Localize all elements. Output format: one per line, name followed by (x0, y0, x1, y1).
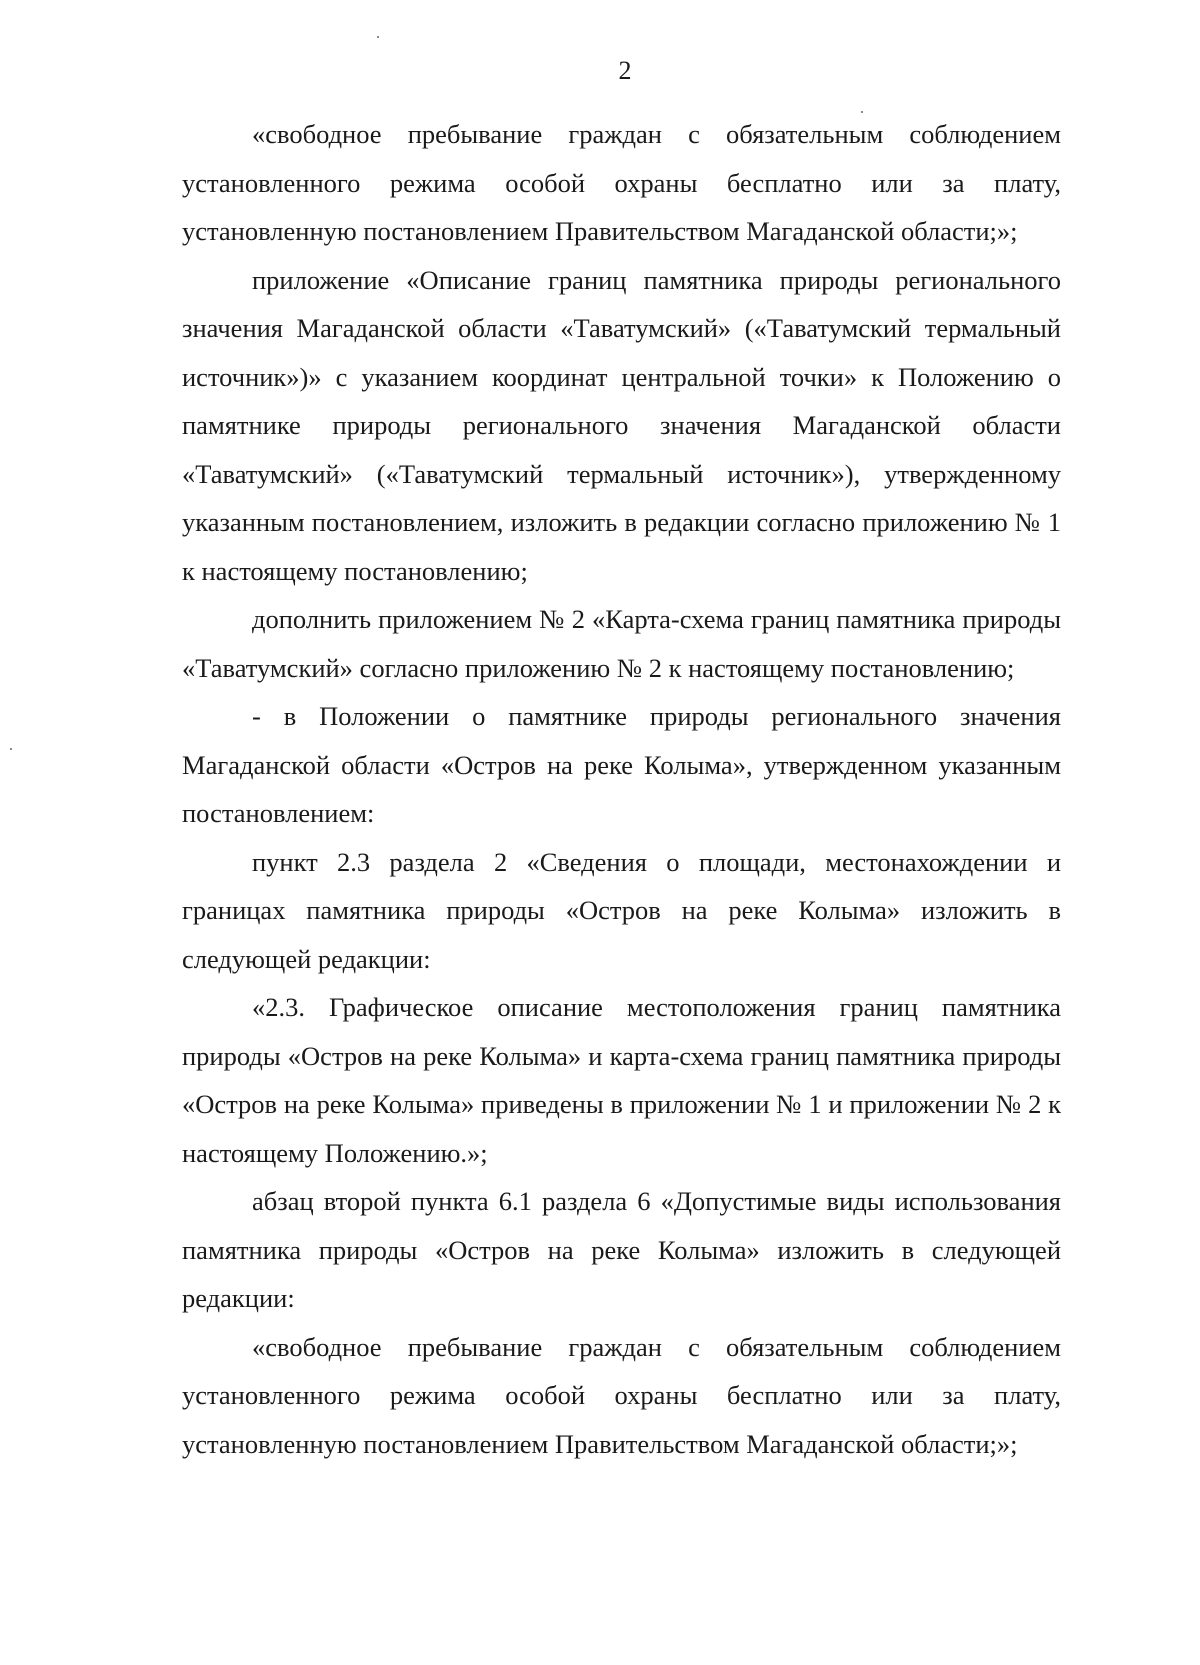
page-number: 2 (618, 56, 632, 85)
scan-speck (377, 36, 379, 38)
document-body (182, 110, 1061, 1468)
paragraph: - в Положении о памятнике природы регионального значения Магаданской области «Остров на реке Колыма», утвержденном указанным постановлением: (182, 701, 1061, 828)
paragraph: абзац второй пункта 6.1 раздела 6 «Допустимые виды использования памятника природы «Остров на реке Колыма» изложить в следующей редакции: (182, 1186, 1061, 1313)
paragraph: приложение «Описание границ памятника природы регионального значения Магаданской области «Таватумский» («Таватумский термальный источник»)» с указанием координат центральной точки» к Положению о памятнике природы регионального значения Магаданской области «Таватумский» («Таватумский термальный источник»), утвержденному указанным постановлением, изложить в редакции согласно приложению № 1 к настоящему постановлению; (182, 264, 1061, 586)
paragraph: «свободное пребывание граждан с обязательным соблюдением установленного режима особой охраны бесплатно или за плату, установленную постановлением Правительством Магаданской области;»; (182, 119, 1061, 246)
paragraph: пункт 2.3 раздела 2 «Сведения о площади, местонахождении и границах памятника природы «Остров на реке Колыма» изложить в следующей редакции: (182, 846, 1061, 974)
paragraph: «2.3. Графическое описание местоположения границ памятника природы «Остров на реке Колыма» и карта-схема границ памятника природы «Остров на реке Колыма» приведены в приложении № 1 и приложении № 2 к настоящему Положению.»; (182, 992, 1061, 1168)
scan-speck (10, 748, 12, 750)
paragraph: «свободное пребывание граждан с обязательным соблюдением установленного режима особой охраны бесплатно или за плату, установленную постановлением Правительством Магаданской области;»; (182, 1331, 1061, 1459)
paragraph: дополнить приложением № 2 «Карта-схема границ памятника природы «Таватумский» согласно приложению № 2 к настоящему постановлению; (182, 604, 1061, 683)
